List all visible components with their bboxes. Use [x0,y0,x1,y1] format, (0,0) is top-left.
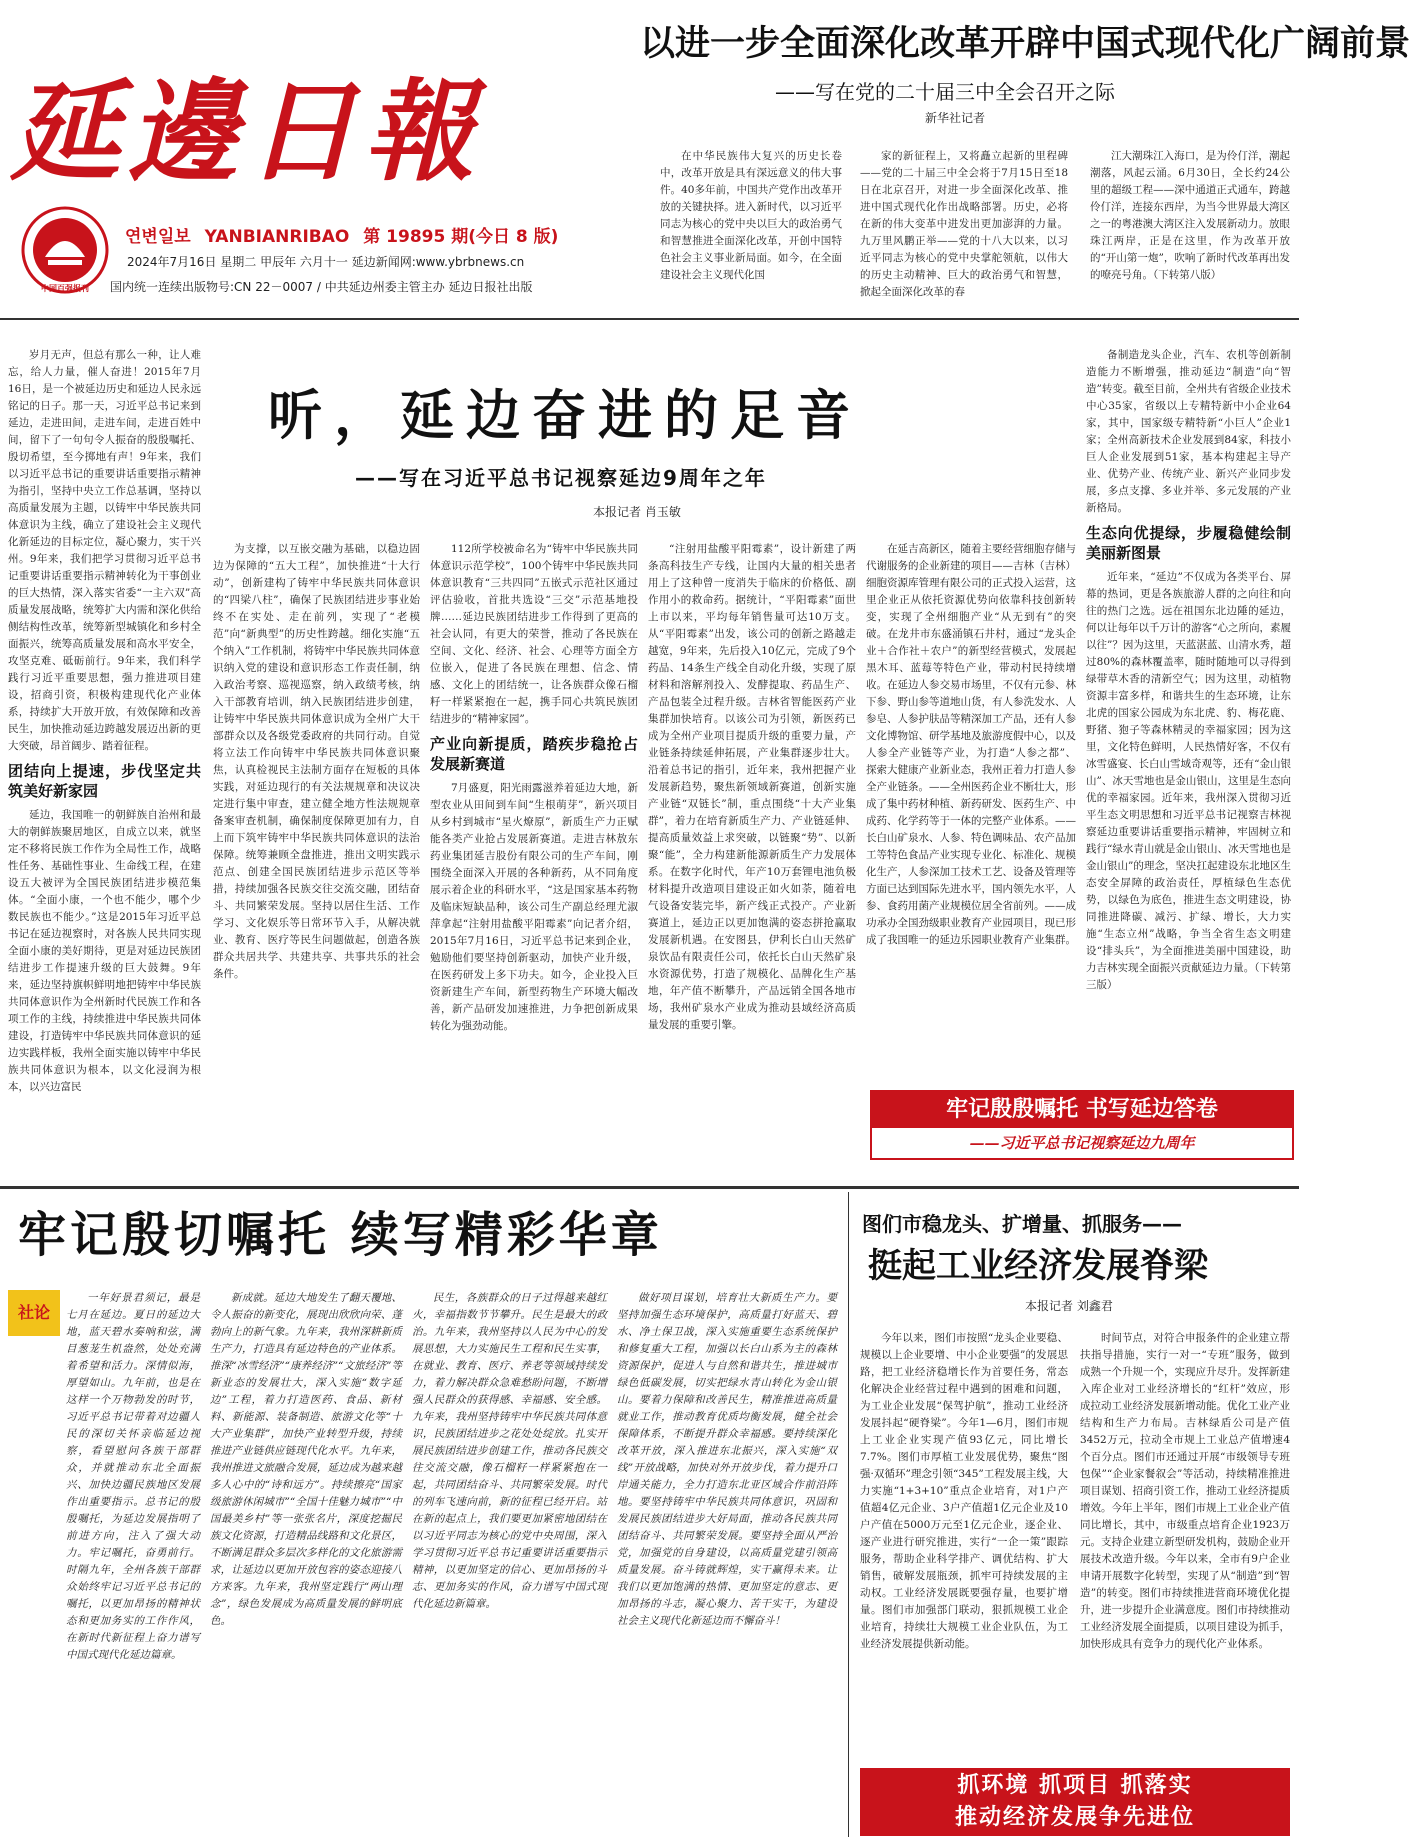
editorial-title: 牢记殷切嘱托 续写精彩华章 [18,1207,663,1263]
right-story-col-2 [1080,1330,1290,1760]
lead-col-5 [866,541,1076,1081]
top-story-col-3 [1090,148,1290,308]
issue-number: 第 19895 期(今日 8 版) [363,227,559,247]
bottom-banner [860,1768,1290,1836]
korean-title: 연변일보 [125,227,191,247]
top-story-text: 江大潮珠江入海口，是为伶仃洋，潮起潮落，风起云涌。6月30日，全长约24公里的超级工程——深中通道正式通车，跨越伶仃洋，连接东西岸，为当今世界最大湾区之一的粤港澳大湾区注入发展新动力。放眼珠江两岸，正是在这里，作为改革开放的“开山第一炮”，吹响了新时代改革再出发的嘹亮号角。（下转第八版） [1090,150,1290,281]
top-story-col-2 [860,148,1068,308]
editorial-col-2 [210,1290,402,1830]
pinyin-title: YANBIANRIBAO [204,227,350,247]
top-story-text: 在中华民族伟大复兴的历史长卷中，改革开放是具有深远意义的伟大事件。40多年前，中国共产党作出改革开放的关键抉择。进入新时代，以习近平同志为核心的党中央以巨大的政治勇气和智慧推进全面深化改革，开创中国特色社会主义事业新局面。如今，在全面建设社会主义现代化国 [660,150,842,281]
masthead [0,0,640,315]
lead-col-left [8,347,201,1180]
lead-story-title: 听，延边奋进的足音 [268,384,862,447]
editorial-tag [8,1290,60,1336]
masthead-info-line [125,222,558,247]
banner-subtitle: ——习近平总书记视察延边九周年 [969,1134,1195,1152]
bottom-banner-line-2: 推动经济发展争先进位 [954,1805,1195,1830]
lead-text: 112所学校被命名为“铸牢中华民族共同体意识示范学校”，100个铸牢中华民族共同体意识教育“三共四同”五嵌式示范社区通过评估验收，首批共选设“三交”示范基地投牌……延边民族团结进步工作得到了更高的社会认同，有更大的荣誉，推动了各民族在空间、文化、经济、社会、心理等方面全方位嵌入，促进了各民族在理想、信念、情感、文化上的团结统一，让各族群众像石榴籽一样紧紧抱在一起，携手同心共筑民族团结进步的“精神家园”。 [430,543,638,725]
anniversary-banner [870,1090,1294,1160]
section-subheading: 产业向新提质，踏疾步稳抢占发展新赛道 [430,735,638,773]
section-subheading: 团结向上提速，步伐坚定共筑美好新家园 [8,762,201,800]
editorial-tag-label: 社论 [17,1303,50,1322]
top-story-col-1 [660,148,842,308]
lead-col-6 [1086,347,1291,1081]
editorial-col-1 [66,1290,200,1830]
lead-col-4 [648,541,856,1180]
lead-text: 7月盛夏，阳光雨露滋养着延边大地，新型农业从田间到车间“生根萌芽”，新兴项目从乡村到城市“星火燎原”，新质生产力正赋能各类产业抢占发展新赛道。走进吉林敖东药业集团延吉股份有限公司的生产车间，刚围绕全面深入开展的各种新药，从不同角度展示着企业的科研水平，“这是国家基本药物及临床短缺品种，该公司生产副总经理尤淑萍拿起“注射用盐酸平阳霉素”向记者介绍，2015年7月16日，习近平总书记来到企业，勉励他们要坚持创新驱动，加快产业升级，在医药研发上多下功夫。如今，企业投入巨资新建生产车间，新型药物生产环境大幅改善，新产品研发加速推进，力争把创新成果转化为强劲动能。 [430,782,638,1032]
lead-text: 在延吉高新区，随着主要经营细胞存储与代谢服务的企业新建的项目——吉林（吉林）细胞资源库管理有限公司的正式投入运营，这里企业正从依托资源优势向依靠科技创新转变，实现了全州细胞产业“从无到有”的突破。在龙井市东盛涌镇石井村，通过“龙头企业＋合作社＋农户”的新型经营模式，发展起黑木耳、蓝莓等特色产业，带动村民持续增收。在延边人参交易市场里，不仅有元参、林下参、野山参等道地山货，有人参洗发水、人参皂、人参护肤品等精深加工产品，还有人参文化博物馆、研学基地及旅游度假中心，以及人参全产业链等产业，为打造“人参之都”、探索大健康产业新业态，我州正着力打造人参全产业链条。——全州医药企业不断壮大，形成了集中药材种植、新药研发、医药生产、中成药、化学药等于一体的完整产业体系。——长白山矿泉水、人参、特色调味品、农产品加工等特色食品产业实现专业化、标准化、规模化生产，人参深加工技术工艺、设备及管理等方面已达到国际先进水平，国内领先水平，人参、食药用菌产业规模位居全省前列。——成功承办全国劲级职业教育产业园项目，现已形成了我国唯一的延边乐园职业教育产业集群。 [866,543,1076,946]
newspaper-logo: 延邊日報 [10,67,482,196]
lead-col-2 [213,541,420,1180]
editorial-text: 做好项目谋划，培育壮大新质生产力。要坚持加强生态环境保护，高质量打好蓝天、碧水、净土保卫战，深入实施重要生态系统保护和修复重大工程，加强以长白山系为主的森林资源保护，促进人与自然和谐共生，推进城市绿色低碳发展，切实把绿水青山转化为金山银山。要着力保障和改善民生，精准推进高质量就业工作，推动教育优质均衡发展，健全社会保障体系，不断提升群众幸福感。要持续深化改革开放，深入推进东北振兴，深入实施“双线”开放战略，加快对外开放步伐，着力提升口岸通关能力，全力打造东北亚区域合作前沿阵地。要坚持铸牢中华民族共同体意识，巩固和发展民族团结进步大好局面，推动各民族共同团结奋斗、共同繁荣发展。要坚持全面从严治党，加强党的自身建设，以高质量党建引领高质量发展。奋斗铸就辉煌，实干赢得未来。让我们以更加饱满的热情、更加坚定的意志、更加昂扬的斗志，凝心聚力、苦干实干，为建设社会主义现代化新延边而不懈奋斗！ [617,1292,837,1627]
lead-text: “注射用盐酸平阳霉素”，设计新建了两条高科技生产专线，让国内大量的相关患者用上了这种曾一度消失于临床的价格低、副作用小的救命药。据统计，“平阳霉素”面世上市以来，平均每年销售量可达10万支。从“平阳霉素”出发，该公司的创新之路越走越宽，9年来，先后投入10亿元，完成了9个药品、14条生产线全自动化升级，实现了原材料和溶解剂投入、发酵提取、药品生产、产品包装全过程升级。吉林省智能医药产业集群加快培育。以该公司为引领，新医药已成为全州产业项目提质升级的重要力量，产业链条持续延伸拓展，产业集群逐步壮大。沿着总书记的指引，近年来，我州把握产业发展新趋势，聚焦新领域新赛道，创新实施产业链“双链长”制，重点围绕“十大产业集群”，着力在培育新质生产力、产业链延伸、提高质量效益上求突破，以链聚“势”、以新聚“能”，全力构建新能源新质生产力发展体系。在数字化时代，年产10万套锂电池负极材料提升改造项目建设正如火如荼，随着电气设备安装完毕，新产线正式投产。产业新赛道上，延边正以更加饱满的姿态拼抢赢取发展新机遇。在安图县，伊利长白山天然矿泉饮品有限责任公司，依托长白山天然矿泉水资源优势，打造了规模化、品牌化生产基地，年产值不断攀升，产品远销全国各地市场，我州矿泉水产业成为推动县域经济高质量发展的重要引擎。 [648,543,856,1031]
publication-line: 国内统一连续出版物号:CN 22－0007 / 中共延边州委主管主办 延边日报社出版 [110,280,533,294]
lead-story-subtitle: ——写在习近平总书记视察延边9周年之年 [355,466,767,490]
divider [0,318,1299,320]
right-story-byline: 本报记者 刘鑫君 [1025,1299,1113,1313]
right-story-title: 挺起工业经济发展脊梁 [868,1246,1208,1286]
lead-text: 备制造龙头企业，汽车、农机等创新制造能力不断增强，推动延边“制造”向“智造”转变。截至目前，全州共有省级企业技术中心35家，省级以上专精特新中小企业64家，其中，国家级专精特新“小巨人”企业1家；全州高新技术企业发展到84家，科技小巨人企业发展到51家，基本构建起主导产业、优势产业、传统产业、新兴产业同步发展，多点支撑、多业并举、多元发展的产业新格局。 [1086,349,1291,514]
section-subheading: 生态向优提绿，步履稳健绘制美丽新图景 [1086,524,1291,562]
lead-text: 岁月无声，但总有那么一种，让人难忘，给人力量，催人奋进！2015年7月16日，是一个被延边历史和延边人民永远铭记的日子。那一天，习近平总书记来到延边，走进田间，走进车间，走进百姓中间，留下了一句句令人振奋的殷殷嘱托、殷切希望，至今掷地有声！9年来，我们以习近平总书记的重要讲话重要指示精神为指引，坚持中央立工作总基调，坚持以高质量发展为主题，以铸牢中华民族共同体意识为主线，确立了建设社会主义现代化新延边的目标定位，凝心聚力，实干兴州。9年来，我们把学习贯彻习近平总书记重要讲话重要指示精神转化为干事创业的巨大热情，深入落实省委“一主六双”高质量发展战略，统筹扩大内需和深化供给侧结构性改革，统筹新型城镇化和乡村全面振兴，统筹高质量发展和高水平安全，攻坚克难、砥砺前行。9年来，我们科学践行习近平重要思想，强力推进项目建设，招商引资，积极构建现代化产业体系，持续扩大开放开放，有效保障和改善民生，加快推动延边跨越发展迈出新的更大突破，昂首阔步、踏着征程。 [8,349,201,752]
lead-story-byline: 本报记者 肖玉敏 [593,505,681,519]
top-story-title: 以进一步全面深化改革开辟中国式现代化广阔前景 [640,23,1410,64]
right-story-col-1 [860,1330,1068,1760]
date-line: 2024年7月16日 星期二 甲辰年 六月十一 延边新闻网:www.ybrbnews.cn [127,255,525,269]
lead-col-3 [430,541,638,1180]
editorial-text: 民生，各族群众的日子过得越来越红火，幸福指数节节攀升。民生是最大的政治。九年来，我州坚持以人民为中心的发展思想，大力实施民生工程和民生实事，在就业、教育、医疗、养老等领域持续发力，着力解决群众急难愁盼问题，不断增强人民群众的获得感、幸福感、安全感。九年来，我州坚持铸牢中华民族共同体意识，民族团结进步之花处处绽放。扎实开展民族团结进步创建工作，推动各民族交往交流交融，像石榴籽一样紧紧抱在一起，共同团结奋斗、共同繁荣发展。时代的列车飞速向前，新的征程已经开启。站在新的起点上，我们要更加紧密地团结在以习近平同志为核心的党中央周围，深入学习贯彻习近平总书记重要讲话重要指示精神，以更加坚定的信心、更加昂扬的斗志、更加务实的作风，奋力谱写中国式现代化延边新篇章。 [412,1292,607,1610]
lead-text: 为支撑，以互嵌交融为基础，以稳边固边为保障的“五大工程”，加快推进“十大行动”，创新建构了铸牢中华民族共同体意识的“四梁八柱”，确保了民族团结进步事业始终不在实处、走在前列，实现了“老模范”向“新典型”的历史性跨越。细化实施“五个纳入”工作机制，将铸牢中华民族共同体意识纳入党的建设和意识形态工作责任制，纳入政治考察、巡视巡察，纳入政绩考核，纳入干部教育培训，纳入民族团结进步创建，让铸牢中华民族共同体意识成为全州广大干部群众以及各级党委政府的共同行动。自觉将立法工作向铸牢中华民族共同体意识聚焦，认真检视民主法制方面存在短板的具体实践，对延边现行的有关法规规章和决议决定进行集中审查，建立健全地方性法规规章备案审查机制，确保制度保障更加有力，自上而下筑牢铸牢中华民族共同体意识的法治保障。统筹兼顾全盘推进，推出文明实践示范点、创建全国民族团结进步示范区等举措，持续加强各民族交往交流交融，团结奋斗、共同繁荣发展。坚持以居住生活、工作学习、文化娱乐等日常环节入手，从解决就业、教育、医疗等民生问题做起，创造各族群众共居共学、共建共享、共事共乐的社会条件。 [213,543,420,980]
lead-text: 近年来，“延边”不仅成为各类平台、屏幕的热词，更是各族旅游人群的之向往和向往的热门之选。远在祖国东北边陲的延边，何以让每年以千万计的游客“心之所向，素履以往”？因为这里，天蓝湛蓝、山清水秀，超过80%的森林覆盖率，随时随地可以寻得到绿带草木香的清新空气；因为这里，动植物资源丰富多样，和谐共生的生态环境，让东北虎的国家公园成为东北虎、豹、梅花鹿、野猪、狍子等森林精灵的幸福家园；因为这里，文化特色鲜明，人民热情好客，不仅有冰雪盛宴、长白山雪域奇观等，还有“金山银山”、冰天雪地也是金山银山，这里是生态向优的幸福家园。近年来，我州深入贯彻习近平生态文明思想和习近平总书记视察吉林视察延边重要讲话重要指示精神，牢固树立和践行“绿水青山就是金山银山、冰天雪地也是金山银山”的理念，坚决扛起建设东北地区生态安全屏障的政治责任，厚植绿色生态优势，以绿色为底色，推进生态文明建设，协同推进降碳、减污、扩绿、增长，大力实施“生态立州”战略，争当全省生态文明建设“排头兵”，为全面推进美丽中国建设，助力吉林实现全面振兴贡献延边力量。（下转第三版） [1086,571,1291,991]
emblem-icon [20,205,110,295]
top-story-byline: 新华社记者 [925,111,986,125]
lead-text: 延边，我国唯一的朝鲜族自治州和最大的朝鲜族聚居地区，自成立以来，就坚定不移将民族工作作为全局性工作，战略性任务、基础性事业、生命线工程，在建设五大被评为全国民族团结进步模范集体。“全面小康，一个也不能少，哪个少数民族也不能少。”这是2015年习近平总书记在延边视察时，对各族人民共同实现全面小康的美好期待，更是对延边民族团结进步工作提速升级的巨大鼓舞。9年来，延边坚持旗帜鲜明地把铸牢中华民族共同体意识作为全州新时代民族工作和各项工作的主线，持续推进中华民族共同体建设，打造铸牢中华民族共同体意识的延边实践样板，我州全面实施以铸牢中华民族共同体意识为根本，以文化浸润为根本，以兴边富民 [8,809,201,1093]
editorial-col-3 [412,1290,607,1830]
editorial-col-4 [617,1290,837,1830]
right-story-text: 时间节点，对符合申报条件的企业建立帮扶指导措施，实行一对一“专班”服务，做到成熟一个升规一个，实现应升尽升。发挥新建入库企业对工业经济增长的“红杆”效应，形成拉动工业经济发展新增动能。优化工业产业结构和生产力布局。吉林绿盾公司是产值3452万元，拉动全市规上工业总产值增速4个百分点。图们市还通过开展“市级领导专班包保”“企业家餐叙会”等活动，持续精准推进项目谋划、招商引资工作，推动工业经济提质增效。今年上半年，图们市规上工业企业产值同比增长，其中，市级重点培育企业1923万元。支持企业建立新型研发机构，鼓励企业开展技术改造升级。今年以来，全市有9户企业申请开展数字化转型，实现了从“制造”到“智造”的转变。图们市持续推进营商环境优化提升，进一步提升企业满意度。图们市持续推动工业经济发展全面提质，以项目建设为抓手，加快形成具有竞争力的现代化产业体系。 [1080,1332,1290,1650]
divider [0,1186,1299,1189]
bottom-banner-line-1: 抓环境 抓项目 抓落实 [957,1773,1193,1798]
right-story-text: 今年以来，图们市按照“龙头企业要稳、规模以上企业要增、中小企业要强”的发展思路，把工业经济稳增长作为首要任务，常态化解决企业经营过程中遇到的困难和问题，为工业企业发展“保驾护航”，推动工业经济发展抖起“硬脊梁”。今年1—6月，图们市规上工业企业实现产值93亿元，同比增长7.7%。图们市厚植工业发展优势，聚焦“图强·双循环”理念引领“345”工程发展主线，大力实施“1+3+10”重点企业培育，对1户产值超4亿元企业、3户产值超1亿元企业及10户产值在5000万元至1亿元企业，逐企业、逐产业进行研究推进，实行“一企一策”跟踪服务，帮助企业科学排产、调优结构、扩大销售，破解发展瓶颈，抓牢可持续发展的主动权。工业经济发展既要强存量，也要扩增量。图们市加强部门联动，狠抓规模工业企业培育，持续壮大规模工业企业队伍，为工业经济发展提供新动能。 [860,1332,1068,1650]
editorial-text: 一年好景君须记，最是七月在延边。夏日的延边大地，蓝天碧水奏响和弦，满目葱茏生机盎然，处处充满着希望和活力。深情似海，厚望如山。九年前，也是在这样一个万物勃发的时节，习近平总书记带着对边疆人民的深切关怀亲临延边视察，看望慰问各族干部群众，并就推动东北全面振兴、加快边疆民族地区发展作出重要指示。总书记的殷殷嘱托，为延边发展指明了前进方向，注入了强大动力。牢记嘱托，奋勇前行。时隔九年，全州各族干部群众始终牢记习近平总书记的嘱托，以更加昂扬的精神状态和更加务实的工作作风，在新时代新征程上奋力谱写中国式现代化延边篇章。 [66,1292,200,1661]
editorial-text: 新成就。延边大地发生了翻天覆地、令人振奋的新变化，展现出欣欣向荣、蓬勃向上的新气象。九年来，我州深耕新质生产力，打造具有延边特色的产业体系。推深“冰雪经济”“康养经济”“文旅经济”等新业态的发展壮大，深入实施“数字延边”工程，着力打造医药、食品、新材料、新能源、装备制造、旅游文化等“十大产业集群”，加快产业转型升级，持续推进产业链供应链现代化水平。九年来，我州推进文旅融合发展，延边成为越来越多人心中的“诗和远方”。持续擦亮“国家级旅游休闲城市”“全国十佳魅力城市”“中国最美乡村”等一张张名片，深度挖掘民族文化资源，打造精品线路和文化景区，不断满足群众多层次多样化的文化旅游需求，让延边以更加开放包容的姿态迎接八方来客。九年来，我州坚定践行“两山理念”，绿色发展成为高质量发展的鲜明底色。 [210,1292,402,1627]
top-story-subtitle: ——写在党的二十届三中全会召开之际 [775,80,1115,104]
emblem-text: 中国百强报刊 [41,284,89,293]
vertical-divider [848,1192,849,1837]
right-story-kicker: 图们市稳龙头、扩增量、抓服务—— [862,1212,1182,1236]
banner-title: 牢记殷殷嘱托 书写延边答卷 [872,1092,1292,1128]
top-story-text: 家的新征程上，又将矗立起新的里程碑——党的二十届三中全会将于7月15日至18日在北京召开，对进一步全面深化改革、推进中国式现代化作出战略部署。历史，必将在新的伟大变革中进发出更加澎湃的力量。九万里风鹏正举——党的十八大以来，以习近平同志为核心的党中央掌舵领航，以伟大的历史主动精神、巨大的政治勇气和智慧，掀起全面深化改革的春 [860,150,1068,298]
